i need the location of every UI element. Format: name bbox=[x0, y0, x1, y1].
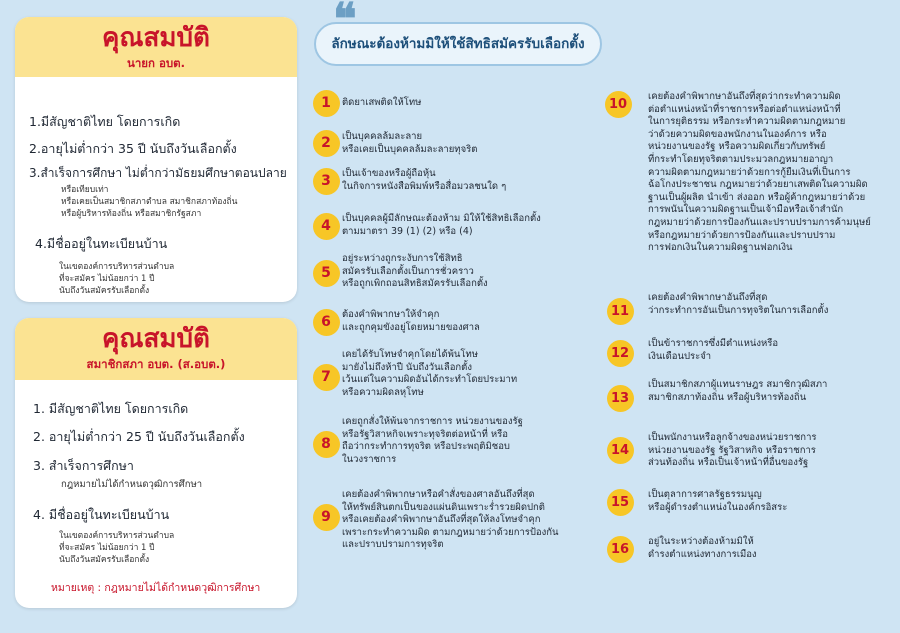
item-number-badge: 5 bbox=[313, 260, 340, 287]
qualification-note: ที่จะสมัคร ไม่น้อยกว่า 1 ปี bbox=[59, 543, 155, 553]
prohibition-text: เป็นบุคคลผู้มีลักษณะต้องห้าม มิให้ใช้สิทธิเลือกตั้ง ตามมาตรา 39 (1) (2) หรือ (4) bbox=[342, 213, 541, 237]
qualification-note: ในเขตองค์การบริหารส่วนตำบล bbox=[59, 531, 175, 541]
prohibition-text: เคยถูกสั่งให้พ้นจากราชการ หน่วยงานของรัฐ หรือรัฐวิสาหกิจเพราะทุจริตต่อหน้าที่ หรือ ถือว่ากระทำการทุจริต หรือประพฤติมิชอบ ในวงราชการ bbox=[342, 416, 523, 465]
item-number-badge: 11 bbox=[607, 298, 634, 325]
footnote: หมายเหตุ : กฎหมายไม่ได้กำหนดวุฒิการศึกษา bbox=[51, 582, 261, 594]
qualification-item: 3.สำเร็จการศึกษา ไม่ต่ำกว่ามัธยมศึกษาตอนปลาย bbox=[29, 166, 287, 180]
prohibition-text: เป็นเจ้าของหรือผู้ถือหุ้น ในกิจการหนังสือพิมพ์หรือสื่อมวลชนใด ๆ bbox=[342, 168, 507, 192]
item-number-badge: 4 bbox=[313, 213, 340, 240]
item-number-badge: 15 bbox=[607, 489, 634, 516]
item-number-badge: 7 bbox=[313, 364, 340, 391]
mayor-qualifications-card bbox=[15, 17, 297, 302]
prohibition-text: ต้องคำพิพากษาให้จำคุก และถูกคุมขังอยู่โดยหมายของศาล bbox=[342, 309, 480, 333]
item-number-badge: 2 bbox=[313, 130, 340, 157]
item-number-badge: 16 bbox=[607, 536, 634, 563]
qualification-item: 4.มีชื่ออยู่ในทะเบียนบ้าน bbox=[35, 236, 168, 251]
card-title: คุณสมบัติ bbox=[102, 23, 210, 53]
card-subtitle: นายก อบต. bbox=[126, 56, 186, 70]
qualification-note: หรือผู้บริหารท้องถิ่น หรือสมาชิกรัฐสภา bbox=[61, 209, 202, 219]
item-number-badge: 10 bbox=[605, 91, 632, 118]
qualification-note: หรือเคยเป็นสมาชิกสภาตำบล สมาชิกสภาท้องถิ่น bbox=[61, 197, 238, 207]
card-subtitle: สมาชิกสภา อบต. (ส.อบต.) bbox=[86, 357, 226, 371]
prohibition-text: เป็นข้าราชการซึ่งมีตำแหน่งหรือ เงินเดือนประจำ bbox=[648, 338, 779, 362]
card-header bbox=[15, 17, 297, 77]
card-title: คุณสมบัติ bbox=[102, 324, 210, 354]
prohibition-text: เคยต้องคำพิพากษาอันถึงที่สุดว่ากระทำความผิด ต่อตำแหน่งหน้าที่ราชการหรือต่อตำแหน่งหน้าที่ ในการยุติธรรม หรือกระทำความผิดตามกฎหมาย ว่าด้วยความผิดของพนักงานในองค์การ หรือ หน่วยงานของรัฐ หรือความผิดเกี่ยวกับทรัพย์ ที่กระทำโดยทุจริตตามประมวลกฎหมายอาญา ความผิดตามกฎหมายว่าด้วยการกู้ยืมเงินที่เป็นการ ฉ้อโกงประชาชน กฎหมายว่าด้วยยาเสพติดในความผิด ฐานเป็นผู้ผลิต นำเข้า ส่งออก หรือผู้ค้ากฎหมายว่าด้วย การพนันในความผิดฐานเป็นเจ้ามือหรือเจ้าสำนัก กฎหมายว่าด้วยการป้องกันและปราบปรามการค้ามนุษย์ หรือกฎหมายว่าด้วยการป้องกันและปราบปราม การฟอกเงินในความผิดฐานฟอกเงิน bbox=[648, 91, 871, 254]
prohibition-text: อยู่ระหว่างถูกระงับการใช้สิทธิ สมัครรับเลือกตั้งเป็นการชั่วคราว หรือถูกเพิกถอนสิทธิสมัครรับเลือกตั้ง bbox=[342, 253, 488, 290]
item-number-badge: 3 bbox=[313, 168, 340, 195]
item-number-badge: 8 bbox=[313, 431, 340, 458]
prohibitions-heading: ลักษณะต้องห้ามมิให้ใช้สิทธิสมัครรับเลือกตั้ง bbox=[314, 22, 602, 66]
prohibition-text: เคยได้รับโทษจำคุกโดยได้พ้นโทษ มายังไม่ถึงห้าปี นับถึงวันเลือกตั้ง เว้นแต่ในความผิดอันได้กระทำโดยประมาท หรือความผิดลหุโทษ bbox=[342, 349, 518, 398]
prohibition-text: ติดยาเสพติดให้โทษ bbox=[342, 97, 422, 108]
qualification-item: 3. สำเร็จการศึกษา bbox=[33, 458, 134, 473]
prohibition-text: อยู่ในระหว่างต้องห้ามมิให้ ดำรงตำแหน่งทางการเมือง bbox=[648, 536, 757, 560]
item-number-badge: 9 bbox=[313, 504, 340, 531]
item-number-badge: 14 bbox=[607, 437, 634, 464]
qualification-note: กฎหมายไม่ได้กำหนดวุฒิการศึกษา bbox=[61, 479, 203, 490]
item-number-badge: 1 bbox=[313, 90, 340, 117]
prohibition-text: เป็นตุลาการศาลรัฐธรรมนูญ หรือผู้ดำรงตำแหน่งในองค์กรอิสระ bbox=[648, 489, 788, 513]
prohibition-text: เคยต้องคำพิพากษาอันถึงที่สุด ว่ากระทำการอันเป็นการทุจริตในการเลือกตั้ง bbox=[648, 292, 829, 316]
prohibition-text: เป็นบุคคลล้มละลาย หรือเคยเป็นบุคคลล้มละลายทุจริต bbox=[342, 131, 478, 155]
qualification-item: 4. มีชื่ออยู่ในทะเบียนบ้าน bbox=[33, 507, 170, 522]
card-header bbox=[15, 318, 297, 380]
qualification-note: นับถึงวันสมัครรับเลือกตั้ง bbox=[59, 286, 150, 296]
prohibition-text: เป็นสมาชิกสภาผู้แทนราษฎร สมาชิกวุฒิสภา สมาชิกสภาท้องถิ่น หรือผู้บริหารท้องถิ่น bbox=[648, 379, 828, 403]
qualification-item: 2.อายุไม่ต่ำกว่า 35 ปี นับถึงวันเลือกตั้ง bbox=[29, 141, 237, 156]
council-member-qualifications-card bbox=[15, 318, 297, 608]
qualification-note: หรือเทียบเท่า bbox=[61, 185, 109, 195]
qualification-item: 1.มีสัญชาติไทย โดยการเกิด bbox=[29, 114, 181, 129]
qualification-note: ที่จะสมัคร ไม่น้อยกว่า 1 ปี bbox=[59, 274, 155, 284]
prohibition-text: เคยต้องคำพิพากษาหรือคำสั่งของศาลอันถึงที่สุด ให้ทรัพย์สินตกเป็นของแผ่นดินเพราะร่ำรวยผิดปกติ หรือเคยต้องคำพิพากษาอันถึงที่สุดให้ลงโทษจำคุก เพราะกระทำความผิด ตามกฎหมายว่าด้วยการป้องกัน และปราบปรามการทุจริต bbox=[342, 489, 559, 551]
qualification-item: 1. มีสัญชาติไทย โดยการเกิด bbox=[33, 401, 189, 416]
prohibition-text: เป็นพนักงานหรือลูกจ้างของหน่วยราชการ หน่วยงานของรัฐ รัฐวิสาหกิจ หรือราชการ ส่วนท้องถิ่น หรือเป็นเจ้าหน้าที่อื่นของรัฐ bbox=[648, 432, 817, 469]
qualification-item: 2. อายุไม่ต่ำกว่า 25 ปี นับถึงวันเลือกตั้ง bbox=[33, 429, 245, 444]
item-number-badge: 6 bbox=[313, 309, 340, 336]
qualification-note: ในเขตองค์การบริหารส่วนตำบล bbox=[59, 262, 175, 272]
qualification-note: นับถึงวันสมัครรับเลือกตั้ง bbox=[59, 555, 150, 565]
item-number-badge: 12 bbox=[607, 340, 634, 367]
item-number-badge: 13 bbox=[607, 385, 634, 412]
